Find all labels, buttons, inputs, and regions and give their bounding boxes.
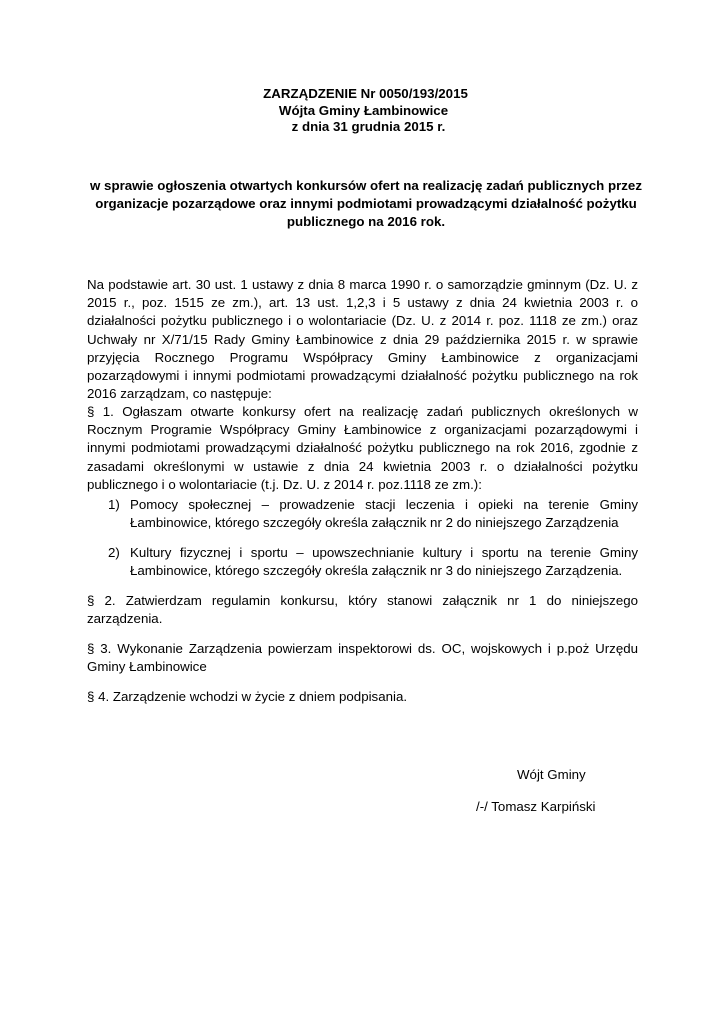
list-item (108, 544, 638, 580)
list-item-text: Kultury fizycznej i sportu – upowszechnianie kultury i sportu na terenie Gminy Łambinowice, którego szczegóły określa załącznik nr 3 do niniejszego Zarządzenia. (130, 545, 638, 579)
section-4-paragraph: § 4. Zarządzenie wchodzi w życie z dniem podpisania. (87, 689, 408, 704)
list-item-text: Pomocy społecznej – prowadzenie stacji leczenia i opieki na terenie Gminy Łambinowice, którego szczegóły określa załącznik nr 2 do niniejszego Zarządzenia (130, 497, 638, 531)
issuer: Wójta Gminy Łambinowice (278, 102, 449, 118)
section-3-paragraph: § 3. Wykonanie Zarządzenia powierzam inspektorowi ds. OC, wojskowych i p.poż Urzędu Gminy Łambinowice (87, 641, 638, 675)
ordinance-number: ZARZĄDZENIE Nr 0050/193/2015 (263, 86, 468, 101)
issue-date: z dnia 31 grudnia 2015 r. (291, 119, 446, 134)
signature-title: Wójt Gminy (517, 767, 586, 782)
section-2-paragraph: § 2. Zatwierdzam regulamin konkursu, który stanowi załącznik nr 1 do niniejszego zarządzenia. (87, 593, 638, 627)
section-1-paragraph: § 1. Ogłaszam otwarte konkursy ofert na realizację zadań publicznych określonych w Rocznym Programie Współpracy Gminy Łambinowice z organizacjami pozarządowymi i innymi podmiotami prowadzącymi działalność pożytku publicznego na rok 2016, zgodnie z zasadami określonymi w ustawie z dnia 24 kwietnia 2003 r. o działalności pożytku publicznego i o wolontariacie (t.j. Dz. U. z 2014 r. poz.1118 ze zm.): (87, 404, 638, 492)
preamble-paragraph: Na podstawie art. 30 ust. 1 ustawy z dnia 8 marca 1990 r. o samorządzie gminnym (Dz. U. z 2015 r., poz. 1515 ze zm.), art. 13 ust. 1,2,3 i 5 ustawy z dnia 24 kwietnia 2003 r. o działalności pożytku publicznego i o wolontariacie (Dz. U. z 2014 r. poz. 1118 ze zm.) oraz Uchwały nr X/71/15 Rady Gminy Łambinowice z dnia 29 października 2015 r. w sprawie przyjęcia Rocznego Programu Współpracy Gminy Łambinowice z organizacjami pozarządowymi i innymi podmiotami prowadzącymi działalność pożytku publicznego na rok 2016 zarządzam, co następuje: (87, 277, 638, 402)
list-item-number: 1) (108, 497, 120, 512)
signature-name: /-/ Tomasz Karpiński (476, 799, 596, 814)
list-item (108, 496, 638, 532)
document-header (0, 86, 725, 136)
document-subject: w sprawie ogłoszenia otwartych konkursów ofert na realizację zadań publicznych przez organizacje pozarządowe oraz innymi podmiotami prowadzącymi działalność pożytku publicznego na 2016 rok. (90, 178, 642, 229)
list-item-number: 2) (108, 545, 120, 560)
